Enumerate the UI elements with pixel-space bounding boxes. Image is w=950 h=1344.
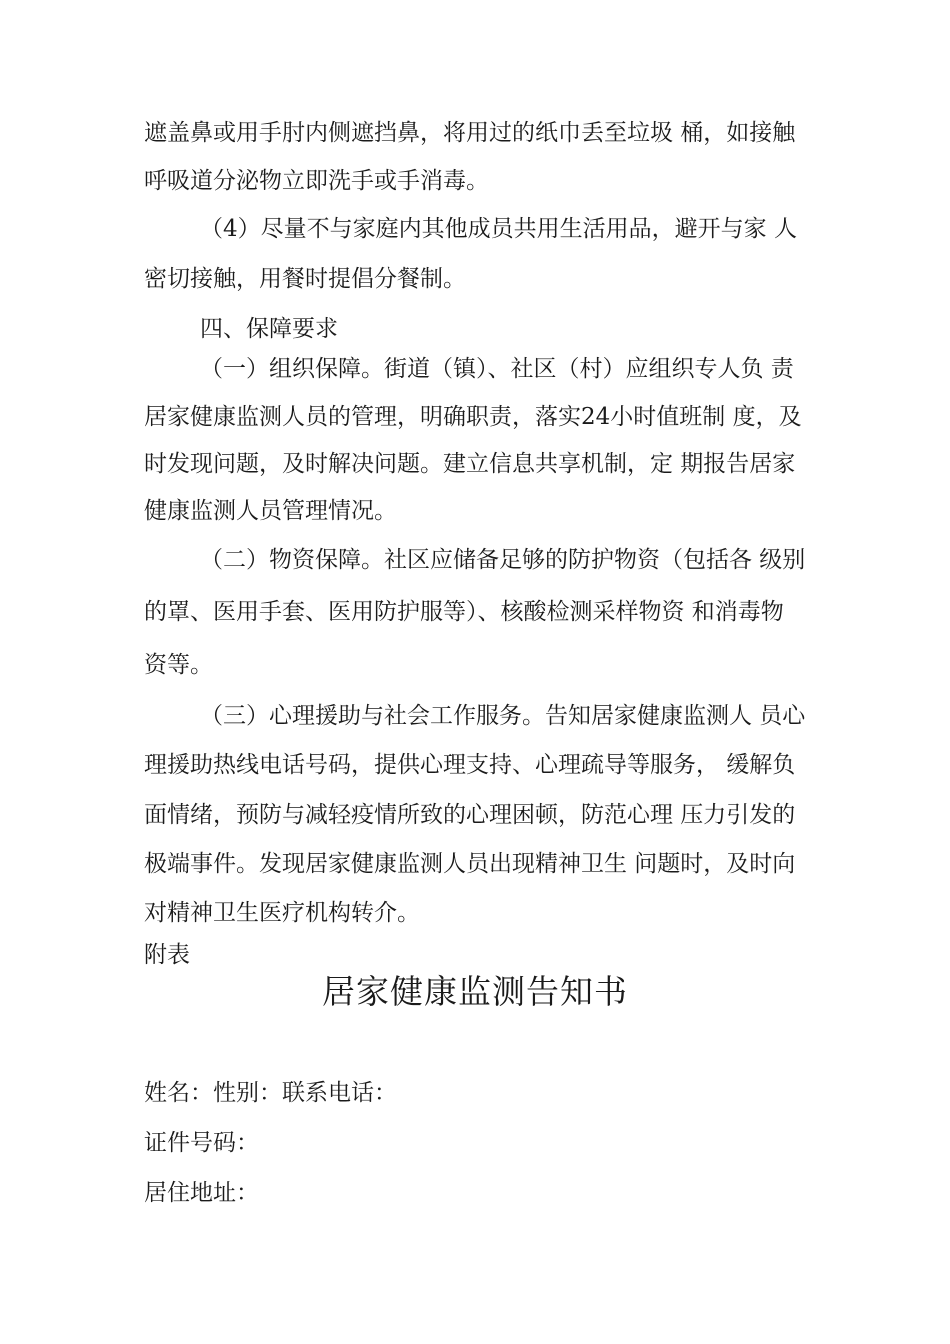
org-guarantee-line-3: 时发现问题，及时解决问题。建立信息共享机制，定 期报告居家 (144, 451, 796, 477)
org-guarantee-line-2: 居家健康监测人员的管理，明确职责，落实24小时值班制 度，及 (144, 404, 802, 430)
appendix-label: 附表 (144, 942, 190, 968)
psych-support-line-1: （三）心理援助与社会工作服务。告知居家健康监测人 员心 (200, 703, 806, 729)
form-field-name-gender-phone: 姓名：性别：联系电话： (144, 1080, 397, 1106)
item-4-line-1: （4）尽量不与家庭内其他成员共用生活用品，避开与家 人 (200, 216, 797, 242)
psych-support-line-4: 极端事件。发现居家健康监测人员出现精神卫生 问题时，及时向 (144, 851, 796, 877)
org-guarantee-line-4: 健康监测人员管理情况。 (144, 498, 397, 524)
form-field-id-number: 证件号码： (144, 1130, 259, 1156)
body-line-2: 呼吸道分泌物立即洗手或手消毒。 (144, 168, 489, 194)
material-guarantee-line-3: 资等。 (144, 652, 213, 678)
psych-support-line-3: 面情绪，预防与减轻疫情所致的心理困顿，防范心理 压力引发的 (144, 802, 796, 828)
form-title: 居家健康监测告知书 (322, 972, 628, 1011)
item-4-line-2: 密切接触，用餐时提倡分餐制。 (144, 266, 466, 292)
section-heading-guarantee: 四、保障要求 (200, 316, 338, 342)
psych-support-line-2: 理援助热线电话号码，提供心理支持、心理疏导等服务， 缓解负 (144, 752, 796, 778)
psych-support-line-5: 对精神卫生医疗机构转介。 (144, 900, 420, 926)
org-guarantee-line-1: （一）组织保障。街道（镇）、社区（村）应组织专人负 责 (200, 356, 794, 382)
body-line-1: 遮盖鼻或用手肘内侧遮挡鼻，将用过的纸巾丢至垃圾 桶，如接触 (144, 120, 796, 146)
material-guarantee-line-1: （二）物资保障。社区应储备足够的防护物资（包括各 级别 (200, 547, 806, 573)
form-field-address: 居住地址： (144, 1180, 259, 1206)
material-guarantee-line-2: 的罩、医用手套、医用防护服等）、核酸检测采样物资 和消毒物 (144, 599, 784, 625)
